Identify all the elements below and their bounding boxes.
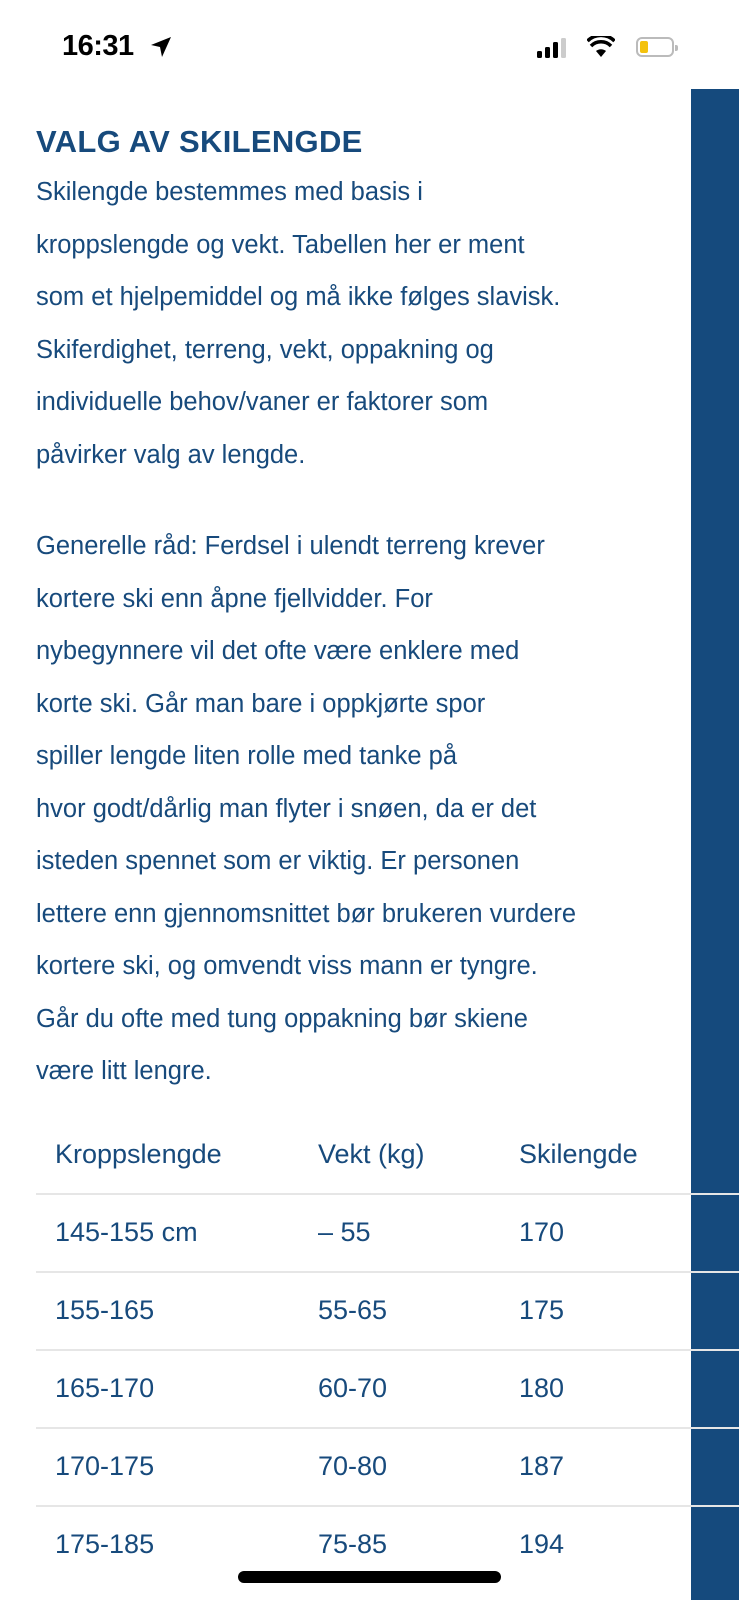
cell-weight: 70-80 [318,1451,388,1481]
text-line: Skiferdighet, terreng, vekt, oppakning og [36,335,494,364]
header-ski-length: Skilengde [519,1139,638,1169]
cell-body-length: 145-155 cm [55,1217,198,1247]
text-line: Skilengde bestemmes med basis i [36,178,423,206]
text-line: spiller lengde liten rolle med tanke på [36,742,457,770]
table-row [36,1195,739,1273]
cell-body-length: 170-175 [55,1451,155,1481]
cell-ski-length: 187 [519,1451,565,1481]
cell-body-length: 165-170 [55,1373,155,1403]
cell-weight: – 55 [318,1217,371,1247]
status-time: 16:31 [62,30,134,62]
location-arrow-icon [150,36,172,58]
cellular-signal-icon [537,38,567,58]
text-line: Generelle råd: Ferdsel i ulendt terreng krever [36,532,545,560]
text-line: nybegynnere vil det ofte være enklere med [36,637,520,665]
text-line: hvor godt/dårlig man flyter i snøen, da er det [36,794,537,823]
home-indicator[interactable] [238,1571,501,1583]
text-line: individuelle behov/vaner er faktorer som [36,388,489,416]
page-title: VALG AV SKILENGDE [36,124,363,159]
text-line: påvirker valg av lengde. [36,440,306,469]
table-header [36,1125,739,1195]
battery-icon [636,37,674,57]
text-line: korte ski. Går man bare i oppkjørte spor [36,689,486,718]
table-row [36,1273,739,1351]
cell-ski-length: 175 [519,1295,565,1325]
text-line: kroppslengde og vekt. Tabellen her er ment [36,230,525,259]
text-line: kortere ski enn åpne fjellvidder. For [36,584,433,613]
cell-weight: 60-70 [318,1373,388,1403]
cell-ski-length: 180 [519,1373,565,1403]
text-line: isteden spennet som er viktig. Er personen [36,847,520,875]
header-body-length: Kroppslengde [55,1139,222,1169]
text-line: lettere enn gjennomsnittet bør brukeren vurdere [36,899,577,928]
text-line: Går du ofte med tung oppakning bør skiene [36,1004,528,1033]
advice-paragraph [36,520,576,1098]
table-row [36,1351,739,1429]
table-row [36,1429,739,1507]
intro-paragraph [36,166,560,481]
text-line: som et hjelpemiddel og må ikke følges slavisk. [36,283,561,311]
cell-body-length: 175-185 [55,1529,155,1559]
cell-body-length: 155-165 [55,1295,155,1325]
text-line: kortere ski, og omvendt viss mann er tyngre. [36,952,538,980]
ski-length-table [36,1125,739,1585]
cell-ski-length: 194 [519,1529,565,1559]
cell-weight: 75-85 [318,1529,388,1559]
header-weight: Vekt (kg) [318,1139,425,1169]
text-line: være litt lengre. [36,1057,212,1085]
cell-ski-length: 170 [519,1217,565,1247]
cell-weight: 55-65 [318,1295,388,1325]
status-bar [0,0,739,90]
wifi-icon [587,36,615,58]
